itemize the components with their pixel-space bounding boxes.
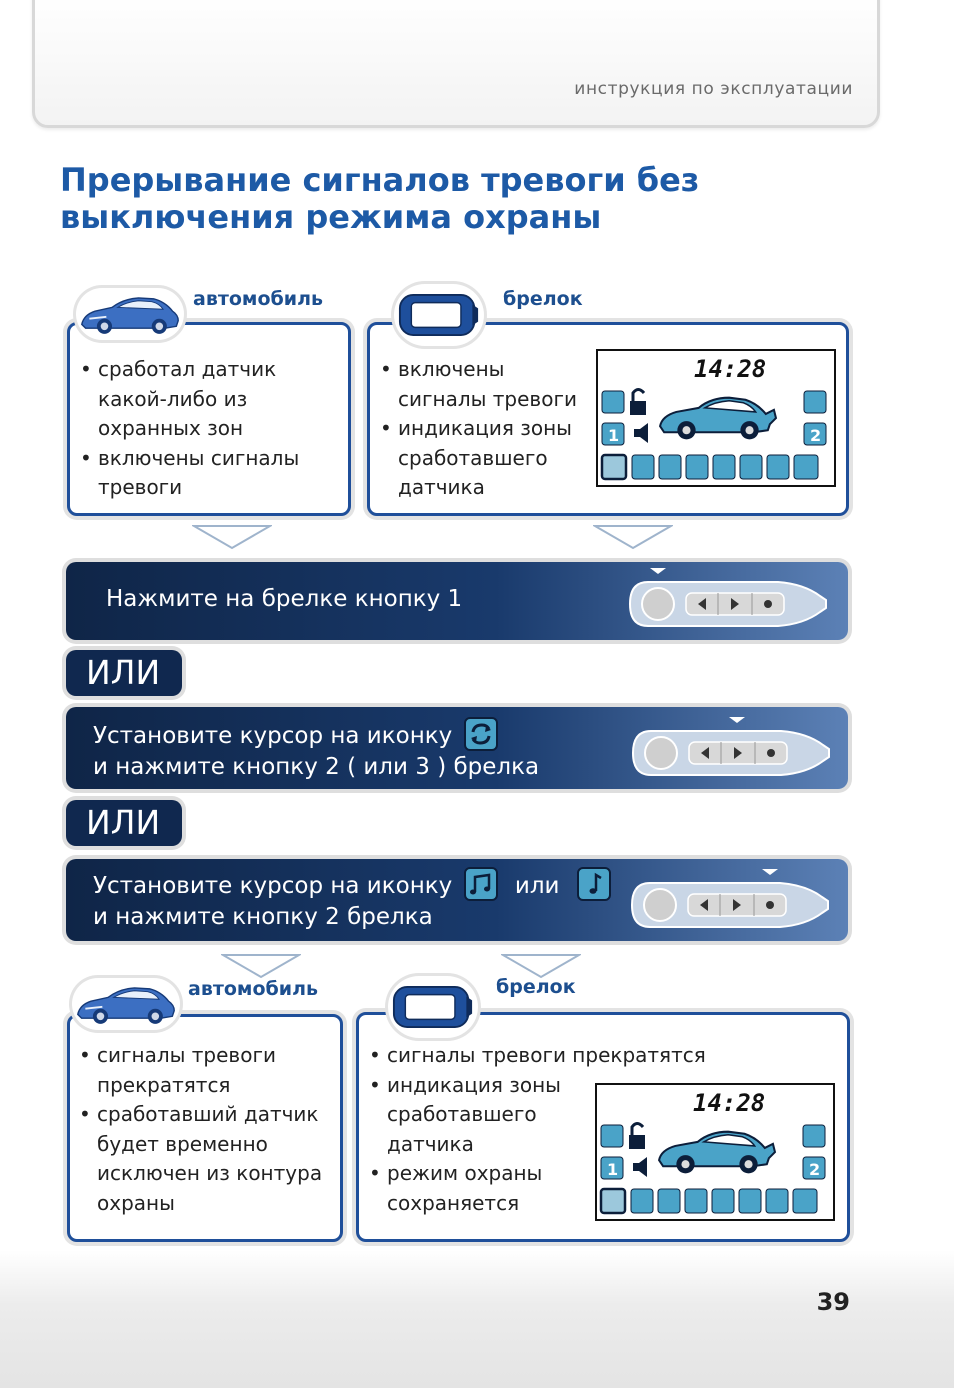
bottom-car-label: автомобиль [188,978,319,1000]
page-bottom-fade [0,1250,954,1388]
page-title: Прерывание сигналов тревоги без выключения режима охраны [60,161,700,236]
list-item: • сработавший датчик будет временно исключен из контура охраны [79,1100,335,1218]
top-car-label: автомобиль [193,288,324,310]
fob-badge [394,284,484,346]
single-note-icon [577,867,611,901]
down-arrow-icon [192,524,272,550]
fob-button-2-graphic [630,867,830,933]
car-badge [72,978,180,1030]
lcd-display [595,1083,835,1221]
double-note-icon [464,867,498,901]
down-arrow-icon [593,524,673,550]
top-car-bullets [80,355,342,503]
lcd-screen [598,351,834,485]
page-number: 39 [816,1288,850,1316]
step3-bar [66,859,848,941]
step2-line1: Установите курсор на иконку [93,723,453,749]
list-item: • индикация зоны сработавшего датчика [369,1071,601,1160]
list-item: • включены сигналы тревоги [80,444,342,503]
step2-text [93,717,539,783]
fob-icon [394,284,484,346]
fob-button-2-graphic [631,715,831,781]
step3-text [93,867,615,933]
bottom-fob-label: брелок [496,976,576,998]
list-item: • режим охраны сохраняется [369,1159,601,1218]
step2-bar [66,707,848,789]
list-item: • включены сигналы тревоги [380,355,594,414]
list-item: • сигналы тревоги прекратятся [79,1041,335,1100]
bottom-fob-bullets [369,1041,706,1218]
bottom-car-bullets [79,1041,335,1218]
cycle-icon [464,717,498,751]
step1-bar [66,562,848,640]
step1-text: Нажмите на брелке кнопку 1 [106,586,463,612]
svg-text:2: 2 [809,1160,821,1179]
svg-text:2: 2 [810,426,822,445]
lcd-screen [597,1085,833,1219]
fob-icon [388,976,478,1038]
step3-line2: и нажмите кнопку 2 брелка [93,904,433,930]
lcd-time: 14:28 [693,1089,766,1117]
header-panel [32,0,880,128]
top-car-box [67,322,351,516]
bottom-fob-box [356,1012,850,1242]
svg-text:1: 1 [607,1160,619,1179]
car-icon [76,288,184,340]
top-fob-label: брелок [503,288,583,310]
or-label: ИЛИ [66,650,182,696]
down-arrow-icon [221,953,301,979]
header-text: инструкция по эксплуатации [574,79,853,99]
car-badge [76,288,184,340]
fob-badge [388,976,478,1038]
top-fob-box [367,322,849,516]
svg-text:1: 1 [608,426,620,445]
lcd-time: 14:28 [694,355,767,383]
step2-line2: и нажмите кнопку 2 ( или 3 ) брелка [93,754,540,780]
step3-line1: Установите курсор на иконку [93,873,453,899]
car-icon [72,978,180,1030]
list-item: • сработал датчик какой-либо из охранных зон [80,355,342,444]
or-label: ИЛИ [66,800,182,846]
top-fob-bullets [380,355,594,503]
fob-button-1-graphic [628,566,828,632]
bottom-car-box [67,1014,343,1242]
list-item: • сигналы тревоги прекратятся [369,1041,601,1071]
step3-or-word: или [514,873,560,899]
list-item: • индикация зоны сработавшего датчика [380,414,594,503]
lcd-display [596,349,836,487]
